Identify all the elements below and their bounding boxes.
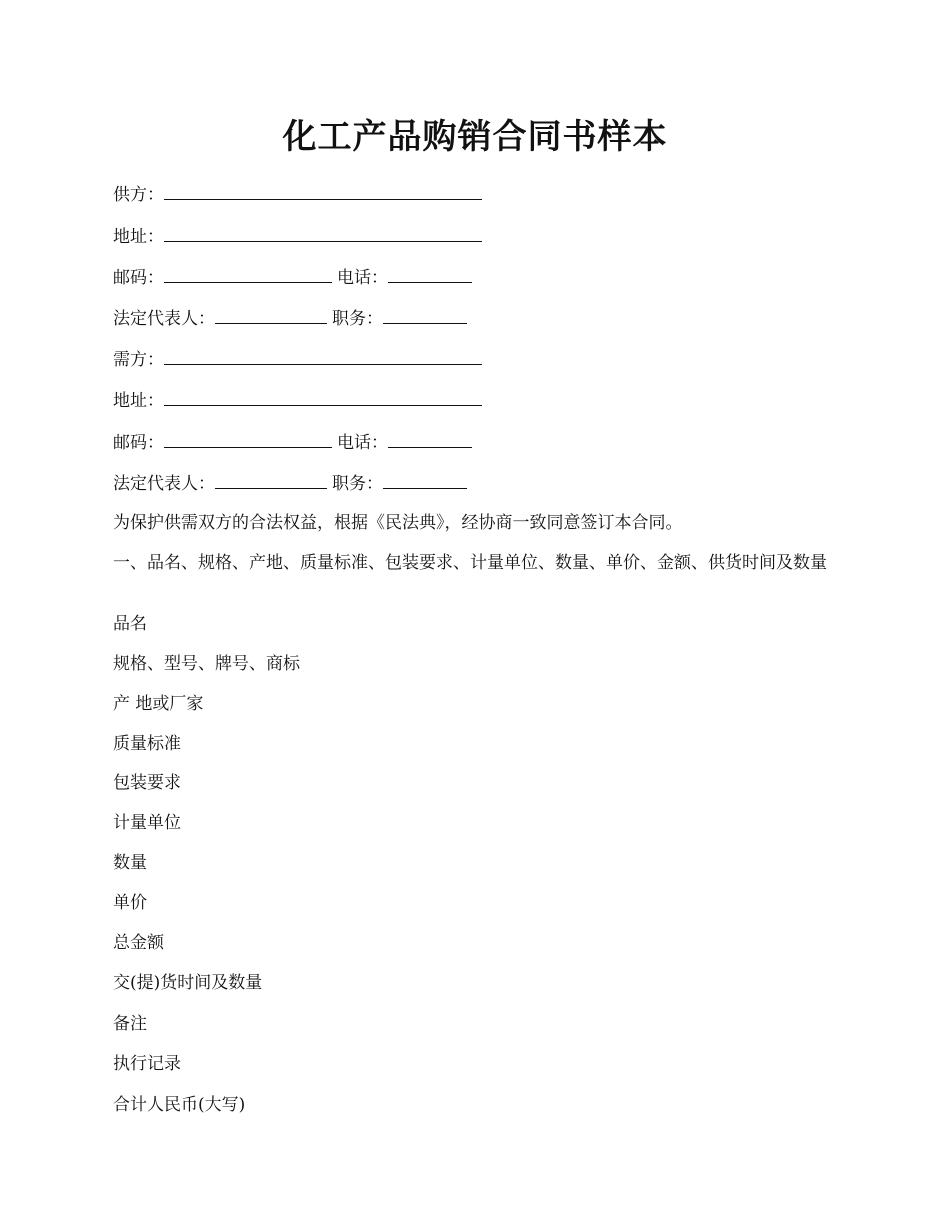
- supplier-contact-line: [113, 265, 472, 289]
- buyer-phone-blank[interactable]: [388, 430, 472, 448]
- supplier-position-label: 职务：: [332, 309, 383, 329]
- item-label: 计量单位: [113, 813, 181, 833]
- item-label: 交(提)货时间及数量: [113, 973, 263, 993]
- buyer-representative-blank[interactable]: [215, 471, 327, 489]
- supplier-address-blank[interactable]: [164, 224, 482, 242]
- buyer-position-blank[interactable]: [383, 471, 467, 489]
- item-label: 品名: [113, 614, 147, 634]
- supplier-party-label: 供方：: [113, 185, 164, 205]
- item-label: 规格、型号、牌号、商标: [113, 654, 300, 674]
- item-label: 备注: [113, 1014, 147, 1034]
- supplier-postcode-label: 邮码：: [113, 268, 164, 288]
- buyer-postcode-blank[interactable]: [164, 430, 332, 448]
- buyer-party-blank[interactable]: [164, 347, 482, 365]
- supplier-representative-line: [113, 306, 467, 330]
- buyer-address-label: 地址：: [113, 391, 164, 411]
- supplier-address-label: 地址：: [113, 227, 164, 247]
- supplier-address-line: [113, 224, 482, 248]
- supplier-party-line: [113, 182, 482, 206]
- item-label: 总金额: [113, 933, 164, 953]
- item-label: 合计人民币(大写): [113, 1095, 246, 1115]
- supplier-representative-blank[interactable]: [215, 306, 327, 324]
- supplier-phone-label: 电话：: [337, 268, 388, 288]
- item-label: 质量标准: [113, 734, 181, 754]
- buyer-representative-line: [113, 471, 467, 495]
- supplier-party-blank[interactable]: [164, 182, 482, 200]
- intro-paragraph: 为保护供需双方的合法权益，根据《民法典》，经协商一致同意签订本合同。: [113, 513, 683, 533]
- supplier-phone-blank[interactable]: [388, 265, 472, 283]
- supplier-representative-label: 法定代表人：: [113, 309, 215, 329]
- section-one-heading: 一、品名、规格、产地、质量标准、包装要求、计量单位、数量、单价、金额、供货时间及数量: [113, 553, 827, 573]
- buyer-address-line: [113, 388, 482, 412]
- item-label: 包装要求: [113, 773, 181, 793]
- buyer-postcode-label: 邮码：: [113, 433, 164, 453]
- buyer-position-label: 职务：: [332, 474, 383, 494]
- supplier-position-blank[interactable]: [383, 306, 467, 324]
- buyer-phone-label: 电话：: [337, 433, 388, 453]
- item-label: 产 地或厂家: [113, 694, 204, 714]
- buyer-party-label: 需方：: [113, 350, 164, 370]
- buyer-address-blank[interactable]: [164, 388, 482, 406]
- buyer-contact-line: [113, 430, 472, 454]
- buyer-party-line: [113, 347, 482, 371]
- supplier-postcode-blank[interactable]: [164, 265, 332, 283]
- document-title: 化工产品购销合同书样本: [282, 117, 668, 157]
- item-label: 执行记录: [113, 1054, 181, 1074]
- item-label: 数量: [113, 853, 147, 873]
- buyer-representative-label: 法定代表人：: [113, 474, 215, 494]
- item-label: 单价: [113, 893, 147, 913]
